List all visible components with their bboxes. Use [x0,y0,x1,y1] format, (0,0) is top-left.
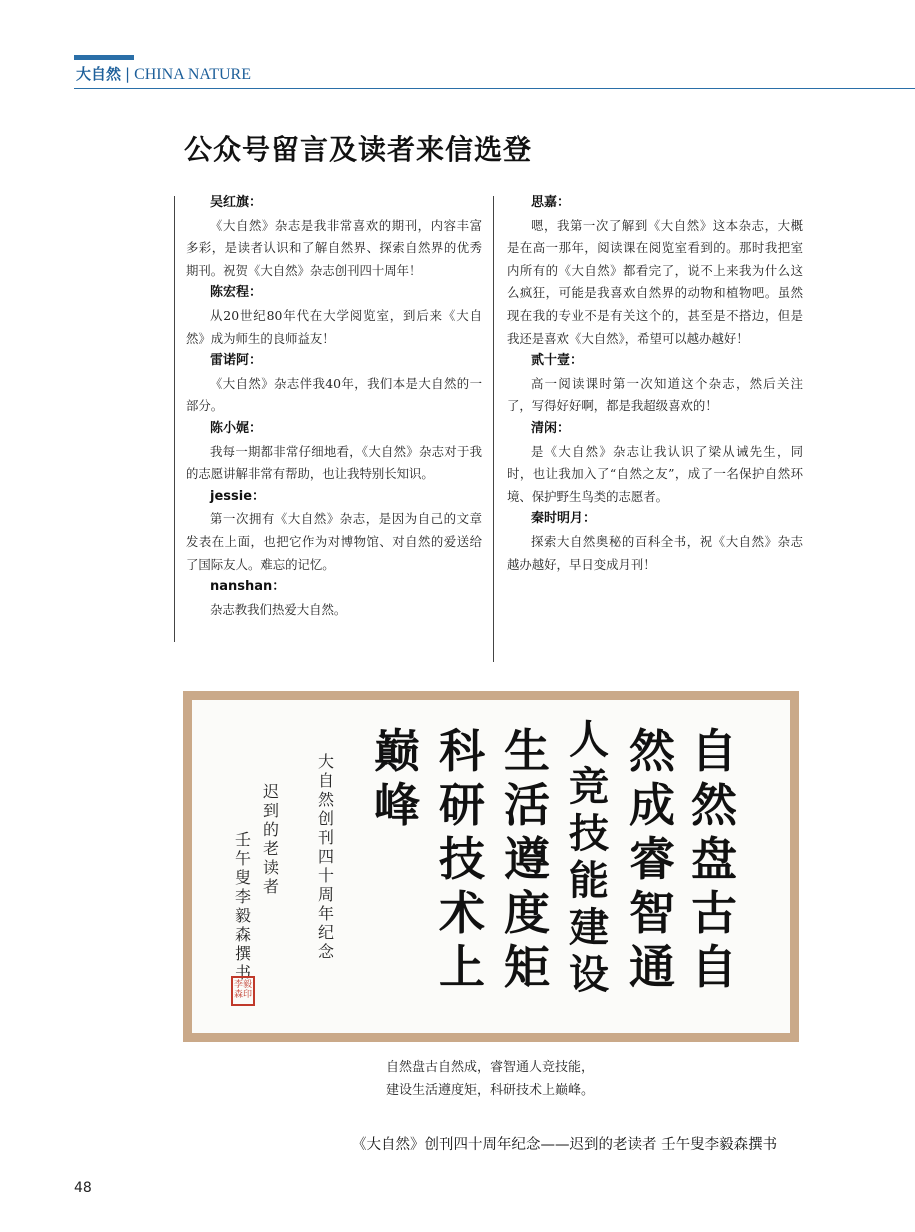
calligraphy-author-line2: 壬午叟李毅森撰书 [234,830,251,982]
right-column-rule [493,196,494,662]
calligraphy-column: 自然盘古自 [691,724,737,994]
calligraphy-column: 人竞技能建设 [569,716,609,998]
red-seal-stamp: 李毅森印 [231,976,255,1006]
letter-text: 《大自然》杂志是我非常喜欢的期刊，内容丰富多彩，是读者认识和了解自然界、探索自然界的优秀期刊。祝贺《大自然》杂志创刊四十周年！ [186,217,482,278]
calligraphy-dedication: 大自然创刊四十周年纪念 [317,752,334,961]
letter-author: 贰十壹： [531,353,584,369]
left-column [186,192,482,621]
letter-author: 陈宏程： [210,285,263,301]
calligraphy-column: 然成睿智通 [629,724,675,994]
letter-author: nanshan： [210,579,286,595]
letter-item [186,418,482,486]
letter-text: 从20世纪80年代在大学阅览室，到后来《大自然》成为师生的良师益友！ [186,307,482,346]
letter-item [507,192,803,350]
brand-chinese: 大自然 [76,65,122,83]
letter-text: 是《大自然》杂志让我认识了梁从诫先生，同时，也让我加入了“自然之友”，成了一名保护自然环境、保护野生鸟类的志愿者。 [507,443,803,504]
calligraphy-author-line1: 迟到的老读者 [262,782,279,896]
letter-item [186,350,482,418]
letter-text: 杂志教我们热爱大自然。 [210,601,347,617]
page-number: 48 [74,1180,92,1196]
letter-item [186,282,482,350]
letter-author: 清闲： [531,420,571,436]
letter-item [186,486,482,576]
calligraphy-paper [192,700,790,1033]
article-title: 公众号留言及读者来信选登 [184,133,533,166]
header-rule [74,88,915,89]
letter-text: 嗯，我第一次了解到《大自然》这本杂志，大概是在高一那年，阅读课在阅览室看到的。那时我把室内所有的《大自然》都看完了，说不上来我为什么这么疯狂，可能是我喜欢自然界的动物和植物吧。虽然现在我的专业不是有关这个的，甚至是不搭边，但是我还是喜欢《大自然》，希望可以越办越好！ [507,217,803,346]
letter-item [507,508,803,576]
letter-text: 第一次拥有《大自然》杂志，是因为自己的文章发表在上面，也把它作为对博物馆、对自然的爱送给了国际友人。难忘的记忆。 [186,511,482,572]
header-accent-bar [74,55,134,60]
letter-author: 秦时明月： [531,511,597,527]
right-column [507,192,803,576]
letter-text: 《大自然》杂志伴我40年，我们本是大自然的一部分。 [186,375,482,414]
letter-item [186,192,482,282]
calligraphy-column: 科研技术上 [439,724,485,994]
caption-line: 建设生活遵度矩，科研技术上巅峰。 [386,1083,595,1098]
letter-author: 雷诺阿： [210,353,263,369]
brand-separator: | [125,65,131,83]
calligraphy-credit: 《大自然》创刊四十周年纪念——迟到的老读者 壬午叟李毅森撰书 [352,1137,778,1153]
letter-item [507,418,803,508]
letter-item [186,576,482,621]
letter-author: 思嘉： [531,195,571,210]
page-header [0,0,915,92]
caption-line: 自然盘古自然成，睿智通人竞技能， [386,1060,595,1075]
left-column-rule [174,196,175,642]
letter-text: 我每一期都非常仔细地看，《大自然》杂志对于我的志愿讲解非常有帮助，也让我特别长知识。 [186,443,482,482]
calligraphy-frame [183,691,799,1042]
letter-author: 吴红旗： [210,195,263,210]
letter-item [507,350,803,418]
calligraphy-column: 生活遵度矩 [504,724,550,994]
magazine-brand [76,64,251,85]
letter-author: jessie： [210,488,266,504]
brand-english: CHINA NATURE [134,66,251,83]
calligraphy-column: 巅峰 [374,724,420,832]
letter-text: 高一阅读课时第一次知道这个杂志，然后关注了，写得好好啊，都是我超级喜欢的！ [507,375,803,414]
poem-caption [386,1056,594,1102]
letter-author: 陈小娓： [210,420,263,436]
letter-text: 探索大自然奥秘的百科全书，祝《大自然》杂志越办越好，早日变成月刊！ [507,533,803,572]
